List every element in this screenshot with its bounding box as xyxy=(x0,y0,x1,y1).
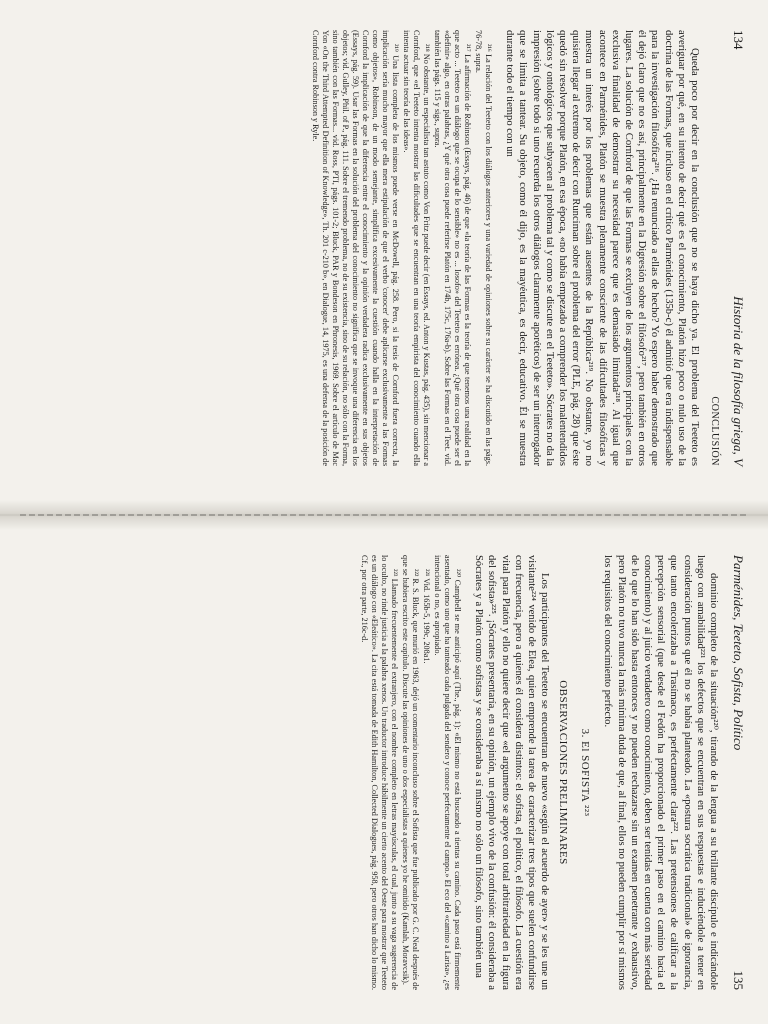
left-body-text xyxy=(503,30,701,466)
paragraph: Queda poco por decir en la conclusión que no se haya dicho ya. El problema del Teeteto es averiguar por qué, en su intento de decir qué es el conocimiento, Platón hizo poco o nulo uso de la doctrina de las Formas, que incluso en el crítico Parménides (135b-c) él admitió que era indispensable para la investigación filosófica²¹⁶. ¿Ha renunciado a ellas de hecho? Yo espero haber demostrado que él dejó claro que no es así, principalmente en la Digresión sobre el filósofo²¹⁷, pero también en otros lugares. La solución de Cornford de que las Formas se excluyen de los argumentos principales con la exclusiva finalidad de demostrar su necesidad parece que es demasiado limitada²¹⁸. Al igual que acontece en Parménides, Platón se muestra plenamente consciente de las dificultades filosóficas y muestra un interés por los problemas que están ausentes de la República²¹⁹. No obstante, yo no quisiera llegar al extremo de decir con Runciman sobre el problema del error (PLE, pág. 28) que éste quedó sin resolver porque Platón, en esa época, «no había empezado a comprender los malentendidos lógicos y ontológicos que subyacen al problema tal y como se discute en el Teeteto». Sócrates no da la impresión (sobre todo si uno recuerda los otros diálogos claramente aporéticos) de ser un interrogador que se limita a tantear. Su objeto, como él dijo, es la mayéutica, es decir, educativo. Él se muestra durante todo el tiempo con un xyxy=(504,30,700,466)
footnote: ²¹⁷ La afirmación de Robinson (Essays, pág. 46) de que «la teoría de las Formas es la teoría de que tenemos una realidad en la que acto ... Teeteto es un diálogo que se ocupa de lo sensible» no es ... losofo» del Teeteto es errónea. ¿Qué otra cosa puede ser el «definir» algo, en otras palabras, ¿Y qué otra cosa puede referirse Platón en 174b, 175c, 176a-b). Sobre las Formas en el Teet. vid. también las págs. 115 y sigs., supra. xyxy=(432,30,472,466)
paragraph: dominio completo de la situación²²⁰, tirando de la lengua a su brillante discípulo e indicándole luego con amabilidad²²¹ los defectos que se encuentran en sus respuestas e induciéndole a tener en consideración puntos que él no se había planteado. La «postura socrática tradicional» de ignorancia, que tanto encolerizaba a Trasímaco, es perfectamente clara²²². Las pretensiones de calificar a la percepción sensorial (que desde el Fedón ha proporcionado el primer paso en el camino hacia el conocimiento) y al juicio verdadero como conocimiento, deben ser tenidas en cuenta con más seriedad de lo que lo han sido hasta entonces y no pueden rechazarse sin un examen penetrante y exhaustivo, pero Platón no tuvo nunca la más mínima duda de que, al final, ellos no pueden cumplir por sí mismos los requisitos del conocimiento perfecto. xyxy=(602,555,719,990)
running-title: Parménides, Teeteto, Sofista, Político xyxy=(731,555,746,751)
left-page xyxy=(0,0,768,500)
left-footnotes xyxy=(310,30,493,466)
right-running-head xyxy=(730,555,746,990)
footnote: ²¹⁸ No obstante, un especialista tan astuto como Von Fritz puede decir (en Essays, ed. Anton y Kustas, pág. 435), sin mencionar a Cornford, que «el Teeteto intenta mostrar las dificultades que se encuentran en una teoría empirista del conocimiento cuando ella intenta actuar sin teoría de las ideas». xyxy=(401,30,431,466)
page-number: 134 xyxy=(731,30,746,50)
footnote: ²²² R. S. Bluck, que murió en 1963, dejó un comentario inconcluso sobre el Sofista que fue publicado por G. C. Neal después de que se hubiera escrito este capítulo. Discute las opiniones de uno o dos especialistas a quienes yo he omitido (Kamlah, Moravcsik). xyxy=(400,555,420,990)
section-heading: CONCLUSIÓN xyxy=(709,396,720,466)
right-footnotes xyxy=(359,555,462,990)
right-body-text xyxy=(601,555,720,990)
page-number: 135 xyxy=(731,970,746,990)
footnote: ²²⁰ Campbell se me anticipó aquí (The., pág. 1): «El mismo no está buscando a tientas su camino. Cada paso está firmemente asentado, como uno que ha tanteado cada pulgada del sendero y conoce perfectamente el campo.» El eco del «camino a Larisa», ¿es intencional o no, es apropiado. xyxy=(432,555,462,990)
footnote: ²²¹ Vid. 165b-5, 199c, 208a1. xyxy=(421,569,431,664)
right-body-text-2 xyxy=(472,555,551,990)
running-title: Historia de la filosofía griega, V xyxy=(731,296,746,466)
subsection-heading: OBSERVACIONES PRELIMINARES xyxy=(557,680,570,865)
section-heading: 3. El SOFISTA ²²³ xyxy=(579,728,592,817)
gutter-shadow xyxy=(20,514,748,516)
right-page xyxy=(0,525,768,1024)
footnote: ²²³ Llamado frecuentemente el extranjero, con el nombre completo en letras mayúsculas, el cual, junto a su vaga sugerencia de lo oculto, no rinde justicia a la palabra xenos. Un traductor introduce hábilmente un cierto acento del Oeste para mostrar que Teeteto es un diálogo con «Eleático». La cita está tomada de Edith Hamilton, Collected Dialogues, pág. 958, pero otros han dicho lo mismo. Cf., por otra parte, 216c-d. xyxy=(359,555,399,990)
left-running-head xyxy=(730,30,746,466)
footnote: ²¹⁹ Una lista completa de los mismos puede verse en McDowell, pág. 258. Pero, si la tesis de Cornford fuera correcta, la implicación sería mucho mayor que ella mera estipulación de que el verbo 'conocer' debe aplicarse exclusivamente a las Formas como objetos», Robinson, de un modo semejante, simplifica excesivamente la cuestión cuando halla en la interpretación de Cornford la implicación de que la diferencia entre el conocimiento y la opinión verdadera radica exclusivamente en sus objetos (Essays, pág. 59). Usar las Formas en la solución del problema del conocimiento no significa que se invoque una diferencia en los objetos; vid. Gulley, Phil. of P., pág. 111. Sobre el tremendo problema, no de su existencia, sino de su relación, no sólo con la Forma, sino también con las Formas... vid. Ross, PTI, págs. 101-2; Bluck, PAR y Bondeson en Phronesis, 1969. Sobre el artículo de Mac Yon «On the Third Attempted Definition of Knowledge», Th. 201 c-210 b», en Dialogue, 14, 1975, es una defensa de la posición de Cornford contra Robinson y Ryle. xyxy=(310,30,400,466)
paragraph: Los participantes del Teeteto se encuentran de nuevo «según el acuerdo de ayer» y se les une un visitante²²⁴ venido de Elea, quien emprende la tarea de caracterizar tres tipos que suelen confundirse con frecuencia, pero a quienes él considera distintos: el sofista, el político, el filósofo. La cuestión era vital para Platón y ello no quiere decir que «el argumento se apoye con total arbitrariedad en la figura del sofista»²²⁵. ¡Sócrates presentaría, en su opinión, un ejemplo vivo de la confusión: él consideraba a Sócrates y a Platón como sofistas y se consideraba a sí mismo no sólo un filósofo, sino también una xyxy=(473,555,551,990)
footnote: ²¹⁶ La relación del Teeteto con los diálogos anteriores y una variedad de opiniones sobre su carácter se ha discutido en las págs. 76-78, supra. xyxy=(473,30,493,466)
